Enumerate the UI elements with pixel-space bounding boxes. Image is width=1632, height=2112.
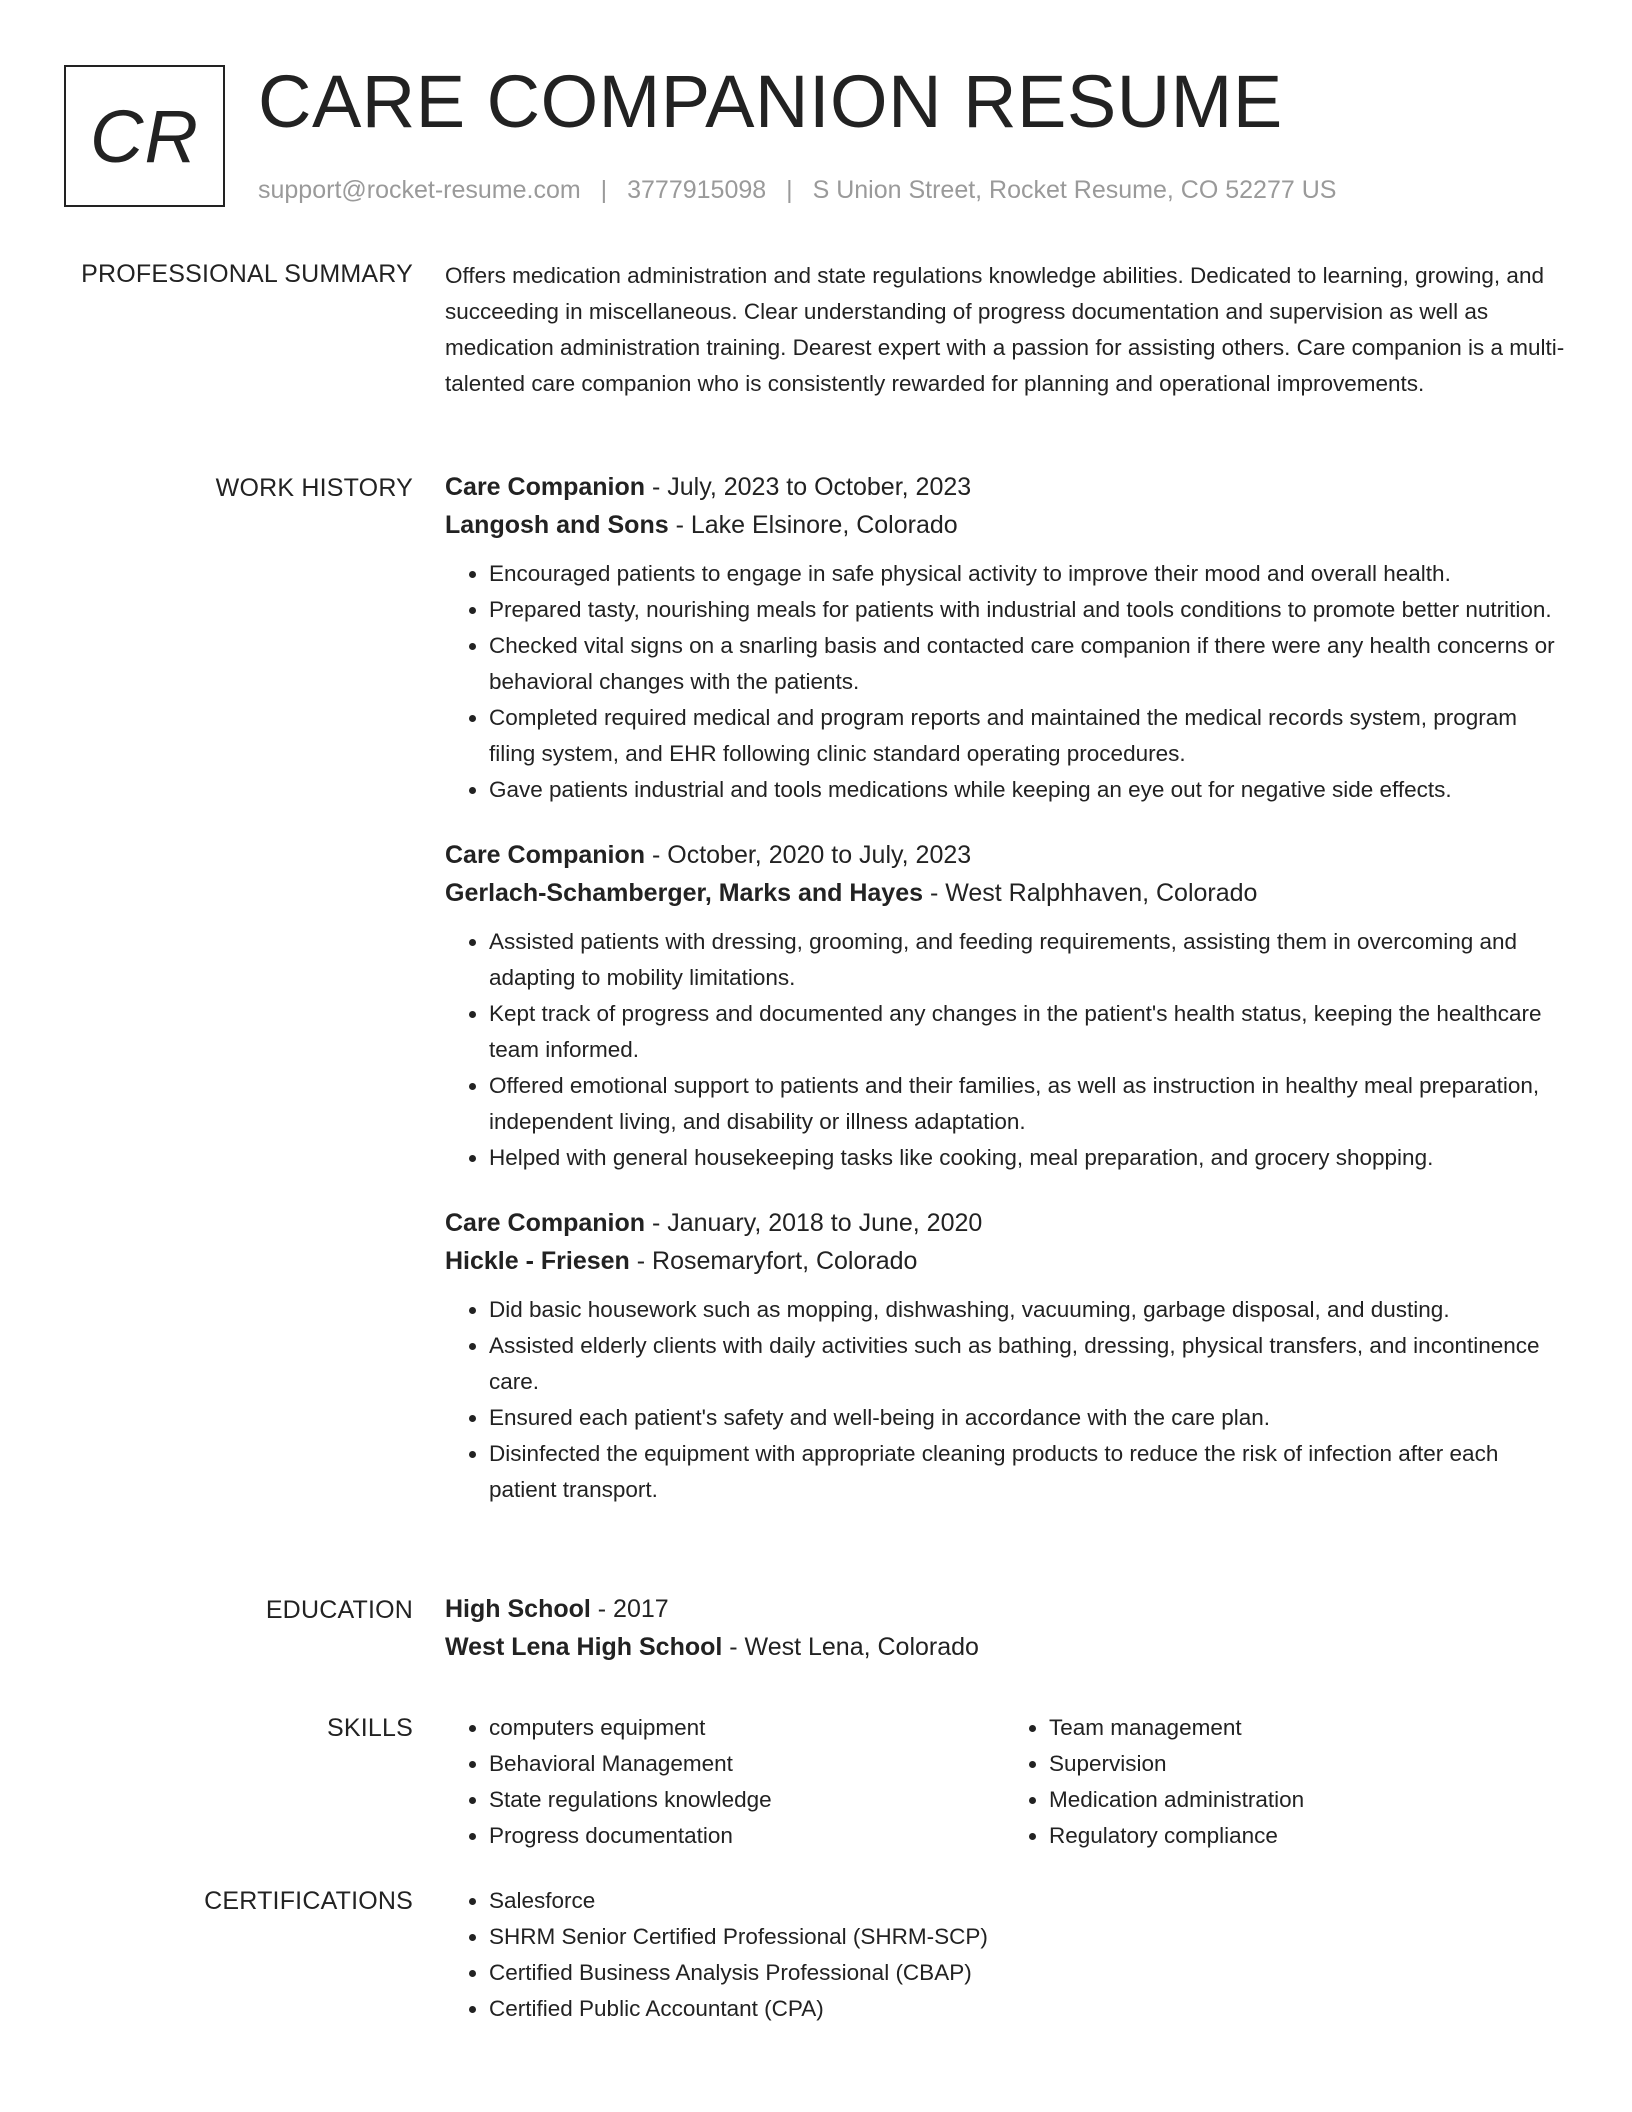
- section-label-education: EDUCATION: [265, 1596, 413, 1624]
- monogram-box: [64, 65, 225, 207]
- job-bullet: • Kept track of progress and documented any changes in the patient's health status, keeping the healthcare team informed.: [489, 996, 1565, 1068]
- education-location: - West Lena, Colorado: [722, 1633, 979, 1661]
- certifications-list: [445, 1883, 1565, 2027]
- job-bullet: • Encouraged patients to engage in safe physical activity to improve their mood and overall health.: [489, 556, 1565, 592]
- contact-line: [258, 174, 1336, 206]
- summary-text: Offers medication administration and state regulations knowledge abilities. Dedicated to learning, growing, and succeeding in miscellaneous. Clear understanding of progress documentation and supervision as well as medication administration training. Dearest expert with a passion for assisting others. Care companion is a multi-talented care companion who is consistently rewarded for planning and operational improvements.: [445, 263, 1565, 396]
- job-company-line: [445, 874, 1565, 912]
- job-bullet: • Checked vital signs on a snarling basis and contacted care companion if there were any health concerns or behavioral changes with the patients.: [489, 628, 1565, 700]
- skills-list-right: [1005, 1710, 1565, 1854]
- job-title: Care Companion: [445, 841, 646, 869]
- education-degree: High School: [445, 1595, 591, 1623]
- job-entry: [445, 836, 1565, 1176]
- certification-item: • Certified Public Accountant (CPA): [489, 1991, 1565, 2027]
- resume-title: CARE COMPANION RESUME: [258, 60, 1283, 143]
- skill-item: • Behavioral Management: [489, 1746, 1005, 1782]
- job-title: Care Companion: [445, 1209, 646, 1237]
- job-bullet: • Assisted patients with dressing, grooming, and feeding requirements, assisting them in overcoming and adapting to mobility limitations.: [489, 924, 1565, 996]
- skill-item: • Medication administration: [1049, 1782, 1565, 1818]
- job-bullets: [445, 1292, 1565, 1508]
- job-company-line: [445, 506, 1565, 544]
- job-bullet: • Did basic housework such as mopping, dishwashing, vacuuming, garbage disposal, and dusting.: [489, 1292, 1565, 1328]
- skill-item: • computers equipment: [489, 1710, 1005, 1746]
- job-bullet: • Helped with general housekeeping tasks like cooking, meal preparation, and grocery shopping.: [489, 1140, 1565, 1176]
- job-bullets: [445, 556, 1565, 808]
- skills-list-left: [445, 1710, 1005, 1854]
- job-bullet: • Completed required medical and program reports and maintained the medical records system, program filing system, and EHR following clinic standard operating procedures.: [489, 700, 1565, 772]
- job-bullets: [445, 924, 1565, 1176]
- section-label-work-history: WORK HISTORY: [215, 474, 413, 502]
- certifications-body: [445, 1883, 1565, 2027]
- skills-body: [445, 1710, 1565, 1854]
- certification-item: • Salesforce: [489, 1883, 1565, 1919]
- education-school: West Lena High School: [445, 1633, 723, 1661]
- skill-item: • Progress documentation: [489, 1818, 1005, 1854]
- job-entry: [445, 1204, 1565, 1508]
- job-company-line: [445, 1242, 1565, 1280]
- section-label-summary: PROFESSIONAL SUMMARY: [81, 260, 413, 288]
- job-bullet: • Assisted elderly clients with daily activities such as bathing, dressing, physical transfers, and incontinence care.: [489, 1328, 1565, 1400]
- job-bullet: • Gave patients industrial and tools medications while keeping an eye out for negative side effects.: [489, 772, 1565, 808]
- job-entry: [445, 468, 1565, 808]
- job-dates: - January, 2018 to June, 2020: [645, 1209, 983, 1237]
- certification-item: • Certified Business Analysis Professional (CBAP): [489, 1955, 1565, 1991]
- job-title-line: [445, 468, 1565, 506]
- monogram-initials: CR: [90, 94, 199, 178]
- job-location: - West Ralphhaven, Colorado: [923, 879, 1258, 907]
- section-label-skills: SKILLS: [327, 1714, 413, 1742]
- skill-item: • Supervision: [1049, 1746, 1565, 1782]
- section-label-certifications: CERTIFICATIONS: [204, 1887, 413, 1915]
- education-degree-line: [445, 1590, 1565, 1628]
- job-dates: - October, 2020 to July, 2023: [645, 841, 972, 869]
- job-company: Langosh and Sons: [445, 511, 669, 539]
- education-body: [445, 1590, 1565, 1666]
- job-bullet: • Ensured each patient's safety and well-being in accordance with the care plan.: [489, 1400, 1565, 1436]
- contact-phone[interactable]: 3777915098: [627, 176, 767, 204]
- skill-item: • State regulations knowledge: [489, 1782, 1005, 1818]
- job-company: Hickle - Friesen: [445, 1247, 630, 1275]
- summary-body: [445, 258, 1565, 402]
- education-school-line: [445, 1628, 1565, 1666]
- job-location: - Lake Elsinore, Colorado: [668, 511, 958, 539]
- skill-item: • Team management: [1049, 1710, 1565, 1746]
- job-company: Gerlach-Schamberger, Marks and Hayes: [445, 879, 924, 907]
- contact-address: S Union Street, Rocket Resume, CO 52277 US: [812, 176, 1337, 204]
- job-dates: - July, 2023 to October, 2023: [645, 473, 972, 501]
- contact-separator: |: [786, 176, 793, 204]
- contact-email[interactable]: support@rocket-resume.com: [258, 176, 581, 204]
- job-title-line: [445, 836, 1565, 874]
- contact-separator: |: [600, 176, 608, 204]
- job-bullet: • Disinfected the equipment with appropriate cleaning products to reduce the risk of infection after each patient transport.: [489, 1436, 1565, 1508]
- work-history-body: [445, 468, 1565, 1536]
- job-location: - Rosemaryfort, Colorado: [629, 1247, 918, 1275]
- job-title-line: [445, 1204, 1565, 1242]
- job-bullet: • Prepared tasty, nourishing meals for patients with industrial and tools conditions to promote better nutrition.: [489, 592, 1565, 628]
- certification-item: • SHRM Senior Certified Professional (SHRM-SCP): [489, 1919, 1565, 1955]
- education-year: - 2017: [590, 1595, 669, 1623]
- job-title: Care Companion: [445, 473, 646, 501]
- skill-item: • Regulatory compliance: [1049, 1818, 1565, 1854]
- job-bullet: • Offered emotional support to patients and their families, as well as instruction in healthy meal preparation, independent living, and disability or illness adaptation.: [489, 1068, 1565, 1140]
